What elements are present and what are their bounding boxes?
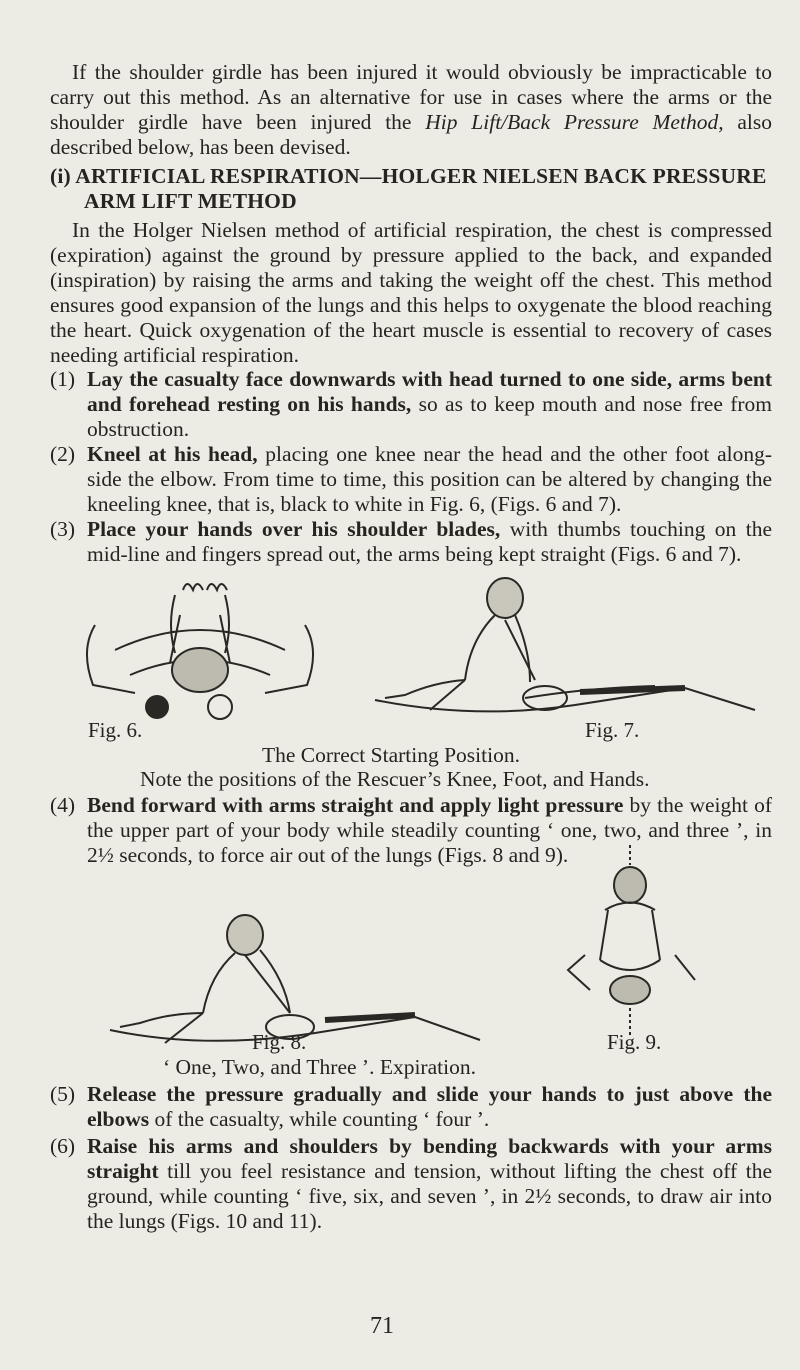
caption-expiration: ‘ One, Two, and Three ’. Expiration. (163, 1055, 476, 1079)
intro-text-1: If the shoulder girdle has been injured it would obviously be impracticable to carry out this method. As an alternative for use in cases where the arms or the shoulder girdle have been injured the (50, 60, 772, 134)
step-number: (2) (50, 442, 76, 466)
step-lead: Release the pressure gradually and slide your hands to just above the elbows (87, 1082, 772, 1131)
page-number: 71 (370, 1313, 394, 1339)
step-lead: Kneel at his head, (87, 442, 258, 466)
step-6 (50, 1134, 772, 1234)
black-knee-icon (145, 695, 169, 719)
fig-7-label: Fig. 7. (585, 718, 640, 742)
caption-note: Note the positions of the Rescuer’s Knee, Foot, and Hands. (140, 767, 650, 791)
step-1 (50, 367, 772, 442)
fig-6-label: Fig. 6. (88, 718, 143, 742)
step-number: (5) (50, 1082, 76, 1106)
step-lead: Raise his arms and shoulders by bending backwards with your arms straight (87, 1134, 772, 1183)
step-text: by the weight of the upper part of your body while steadily counting ‘ one, two, and three ’, in 2½ seconds, to force air out of the lungs (Figs. 8 and 9). (87, 793, 772, 867)
step-lead: Lay the casualty face downwards with head turned to one side, arms bent and forehead resting on his hands, (87, 367, 772, 416)
section-heading (50, 164, 772, 214)
intro-method-name: Hip Lift/Back Pressure Method, (425, 110, 724, 134)
step-number: (3) (50, 517, 76, 541)
figure-6-illustration (75, 575, 325, 725)
figure-7-illustration (355, 570, 765, 730)
step-lead: Place your hands over his shoulder blades, (87, 517, 501, 541)
step-text: placing one knee near the head and the other foot along-side the elbow. From time to time, this position can be altered by changing the kneeling knee, that is, black to white in Fig. 6, (Figs. 6 and 7). (87, 442, 772, 516)
step-text: till you feel resistance and tension, without lifting the chest off the ground, while counting ‘ five, six, and seven ’, in 2½ seconds, to draw air into the lungs (Figs. 10 and 11). (87, 1159, 772, 1233)
step-3 (50, 517, 772, 567)
step-5 (50, 1082, 772, 1132)
white-knee-icon (208, 695, 232, 719)
step-text: with thumbs touching on the mid-line and fingers spread out, the arms being kept straight (Figs. 6 and 7). (87, 517, 773, 566)
step-text: so as to keep mouth and nose free from obstruction. (87, 392, 772, 441)
caption-starting-position: The Correct Starting Position. (262, 743, 520, 767)
step-number: (4) (50, 793, 76, 817)
step-lead: Bend forward with arms straight and apply light pressure (87, 793, 624, 817)
section-title-line1: ARTIFICIAL RESPIRATION—HOLGER NIELSEN BACK PRESSURE (75, 164, 767, 188)
step-number: (1) (50, 367, 76, 391)
section-number: (i) (50, 164, 71, 188)
step-text: of the casualty, while counting ‘ four ’. (149, 1107, 490, 1131)
step-2 (50, 442, 772, 517)
step-number: (6) (50, 1134, 76, 1158)
section-title-line2: ARM LIFT METHOD (84, 189, 297, 213)
fig-9-label: Fig. 9. (607, 1030, 662, 1054)
figure-9-illustration (560, 840, 700, 1040)
intro-paragraph (50, 60, 772, 160)
description-paragraph: In the Holger Nielsen method of artificial respiration, the chest is compressed (expiration) against the ground by pressure applied to the back, and expanded (inspiration) by raising the arms and taking the weight off the chest. This method ensures good expansion of the lungs and this helps to oxygenate the blood reaching the heart. Quick oxygenation of the heart muscle is essential to recovery of cases needing artificial respiration. (50, 218, 772, 367)
intro-text-2: also described below, has been devised. (50, 110, 772, 159)
fig-8-label: Fig. 8. (252, 1030, 307, 1054)
